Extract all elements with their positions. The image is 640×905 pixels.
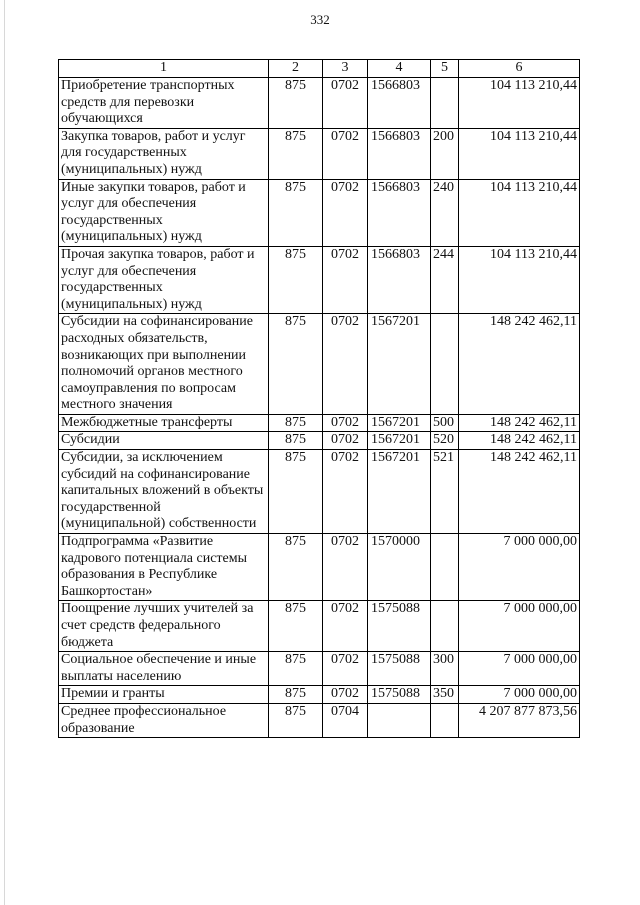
- row-section-cell: 0702: [323, 534, 368, 601]
- column-header: 6: [459, 60, 580, 78]
- row-ministry-cell: 875: [269, 314, 323, 415]
- row-target-cell: 1567201: [368, 414, 431, 432]
- row-expense-type-cell: 350: [431, 686, 459, 704]
- row-name-cell: Субсидии: [59, 432, 269, 450]
- row-expense-type-cell: 200: [431, 128, 459, 179]
- row-section-cell: 0702: [323, 128, 368, 179]
- row-name-cell: Межбюджетные трансферты: [59, 414, 269, 432]
- row-expense-type-cell: 500: [431, 414, 459, 432]
- table-row: [59, 686, 580, 704]
- row-section-cell: 0702: [323, 179, 368, 246]
- row-name-cell: Подпрограмма «Развитие кадрового потенциала системы образования в Республике Башкортостан»: [59, 534, 269, 601]
- row-amount-cell: 7 000 000,00: [459, 652, 580, 686]
- row-ministry-cell: 875: [269, 78, 323, 129]
- row-ministry-cell: 875: [269, 128, 323, 179]
- row-name-cell: Социальное обеспечение и иные выплаты населению: [59, 652, 269, 686]
- table-row: [59, 601, 580, 652]
- row-name-cell: Закупка товаров, работ и услуг для государственных (муниципальных) нужд: [59, 128, 269, 179]
- row-section-cell: 0702: [323, 450, 368, 534]
- row-expense-type-cell: 244: [431, 246, 459, 313]
- row-ministry-cell: 875: [269, 432, 323, 450]
- row-amount-cell: 104 113 210,44: [459, 246, 580, 313]
- column-header: 4: [368, 60, 431, 78]
- row-amount-cell: 148 242 462,11: [459, 450, 580, 534]
- table-row: [59, 78, 580, 129]
- row-section-cell: 0702: [323, 314, 368, 415]
- row-ministry-cell: 875: [269, 246, 323, 313]
- row-section-cell: 0704: [323, 703, 368, 737]
- row-section-cell: 0702: [323, 246, 368, 313]
- row-amount-cell: 148 242 462,11: [459, 414, 580, 432]
- row-target-cell: 1567201: [368, 432, 431, 450]
- row-amount-cell: 7 000 000,00: [459, 601, 580, 652]
- row-target-cell: 1575088: [368, 601, 431, 652]
- row-amount-cell: 4 207 877 873,56: [459, 703, 580, 737]
- page-number: 332: [310, 12, 330, 27]
- row-expense-type-cell: [431, 314, 459, 415]
- row-name-cell: Приобретение транспортных средств для перевозки обучающихся: [59, 78, 269, 129]
- row-ministry-cell: 875: [269, 652, 323, 686]
- row-target-cell: 1567201: [368, 314, 431, 415]
- row-section-cell: 0702: [323, 414, 368, 432]
- budget-table: [58, 59, 580, 738]
- table-row: [59, 314, 580, 415]
- row-target-cell: 1566803: [368, 78, 431, 129]
- row-section-cell: 0702: [323, 686, 368, 704]
- column-header: 3: [323, 60, 368, 78]
- row-amount-cell: 104 113 210,44: [459, 78, 580, 129]
- column-header: 2: [269, 60, 323, 78]
- row-target-cell: 1567201: [368, 450, 431, 534]
- row-amount-cell: 148 242 462,11: [459, 432, 580, 450]
- row-expense-type-cell: 240: [431, 179, 459, 246]
- row-name-cell: Поощрение лучших учителей за счет средств федерального бюджета: [59, 601, 269, 652]
- column-header: 5: [431, 60, 459, 78]
- table-row: [59, 703, 580, 737]
- row-name-cell: Премии и гранты: [59, 686, 269, 704]
- row-amount-cell: 148 242 462,11: [459, 314, 580, 415]
- row-target-cell: 1566803: [368, 246, 431, 313]
- row-target-cell: 1566803: [368, 128, 431, 179]
- row-target-cell: 1566803: [368, 179, 431, 246]
- row-section-cell: 0702: [323, 78, 368, 129]
- table-row: [59, 450, 580, 534]
- row-name-cell: Прочая закупка товаров, работ и услуг для обеспечения государственных (муниципальных) нужд: [59, 246, 269, 313]
- row-amount-cell: 7 000 000,00: [459, 534, 580, 601]
- table-row: [59, 432, 580, 450]
- row-expense-type-cell: 520: [431, 432, 459, 450]
- row-ministry-cell: 875: [269, 601, 323, 652]
- row-target-cell: [368, 703, 431, 737]
- row-expense-type-cell: 521: [431, 450, 459, 534]
- row-expense-type-cell: [431, 601, 459, 652]
- row-amount-cell: 7 000 000,00: [459, 686, 580, 704]
- row-ministry-cell: 875: [269, 703, 323, 737]
- row-amount-cell: 104 113 210,44: [459, 128, 580, 179]
- column-header: 1: [59, 60, 269, 78]
- row-expense-type-cell: [431, 703, 459, 737]
- row-target-cell: 1570000: [368, 534, 431, 601]
- row-section-cell: 0702: [323, 601, 368, 652]
- row-section-cell: 0702: [323, 652, 368, 686]
- table-row: [59, 534, 580, 601]
- row-ministry-cell: 875: [269, 534, 323, 601]
- row-ministry-cell: 875: [269, 450, 323, 534]
- row-name-cell: Среднее профессиональное образование: [59, 703, 269, 737]
- row-expense-type-cell: 300: [431, 652, 459, 686]
- row-section-cell: 0702: [323, 432, 368, 450]
- table-row: [59, 179, 580, 246]
- row-target-cell: 1575088: [368, 686, 431, 704]
- row-ministry-cell: 875: [269, 179, 323, 246]
- table-row: [59, 246, 580, 313]
- row-amount-cell: 104 113 210,44: [459, 179, 580, 246]
- row-ministry-cell: 875: [269, 414, 323, 432]
- row-expense-type-cell: [431, 78, 459, 129]
- row-expense-type-cell: [431, 534, 459, 601]
- row-name-cell: Иные закупки товаров, работ и услуг для обеспечения государственных (муниципальных) нужд: [59, 179, 269, 246]
- row-name-cell: Субсидии, за исключением субсидий на софинансирование капитальных вложений в объекты государственной (муниципальной) собственности: [59, 450, 269, 534]
- row-ministry-cell: 875: [269, 686, 323, 704]
- table-header-row: [59, 60, 580, 78]
- table-row: [59, 128, 580, 179]
- row-name-cell: Субсидии на софинансирование расходных обязательств, возникающих при выполнении полномочий органов местного самоуправления по вопросам местного значения: [59, 314, 269, 415]
- table-row: [59, 414, 580, 432]
- row-target-cell: 1575088: [368, 652, 431, 686]
- table-body: [59, 78, 580, 738]
- table-row: [59, 652, 580, 686]
- scan-edge-line: [4, 0, 5, 905]
